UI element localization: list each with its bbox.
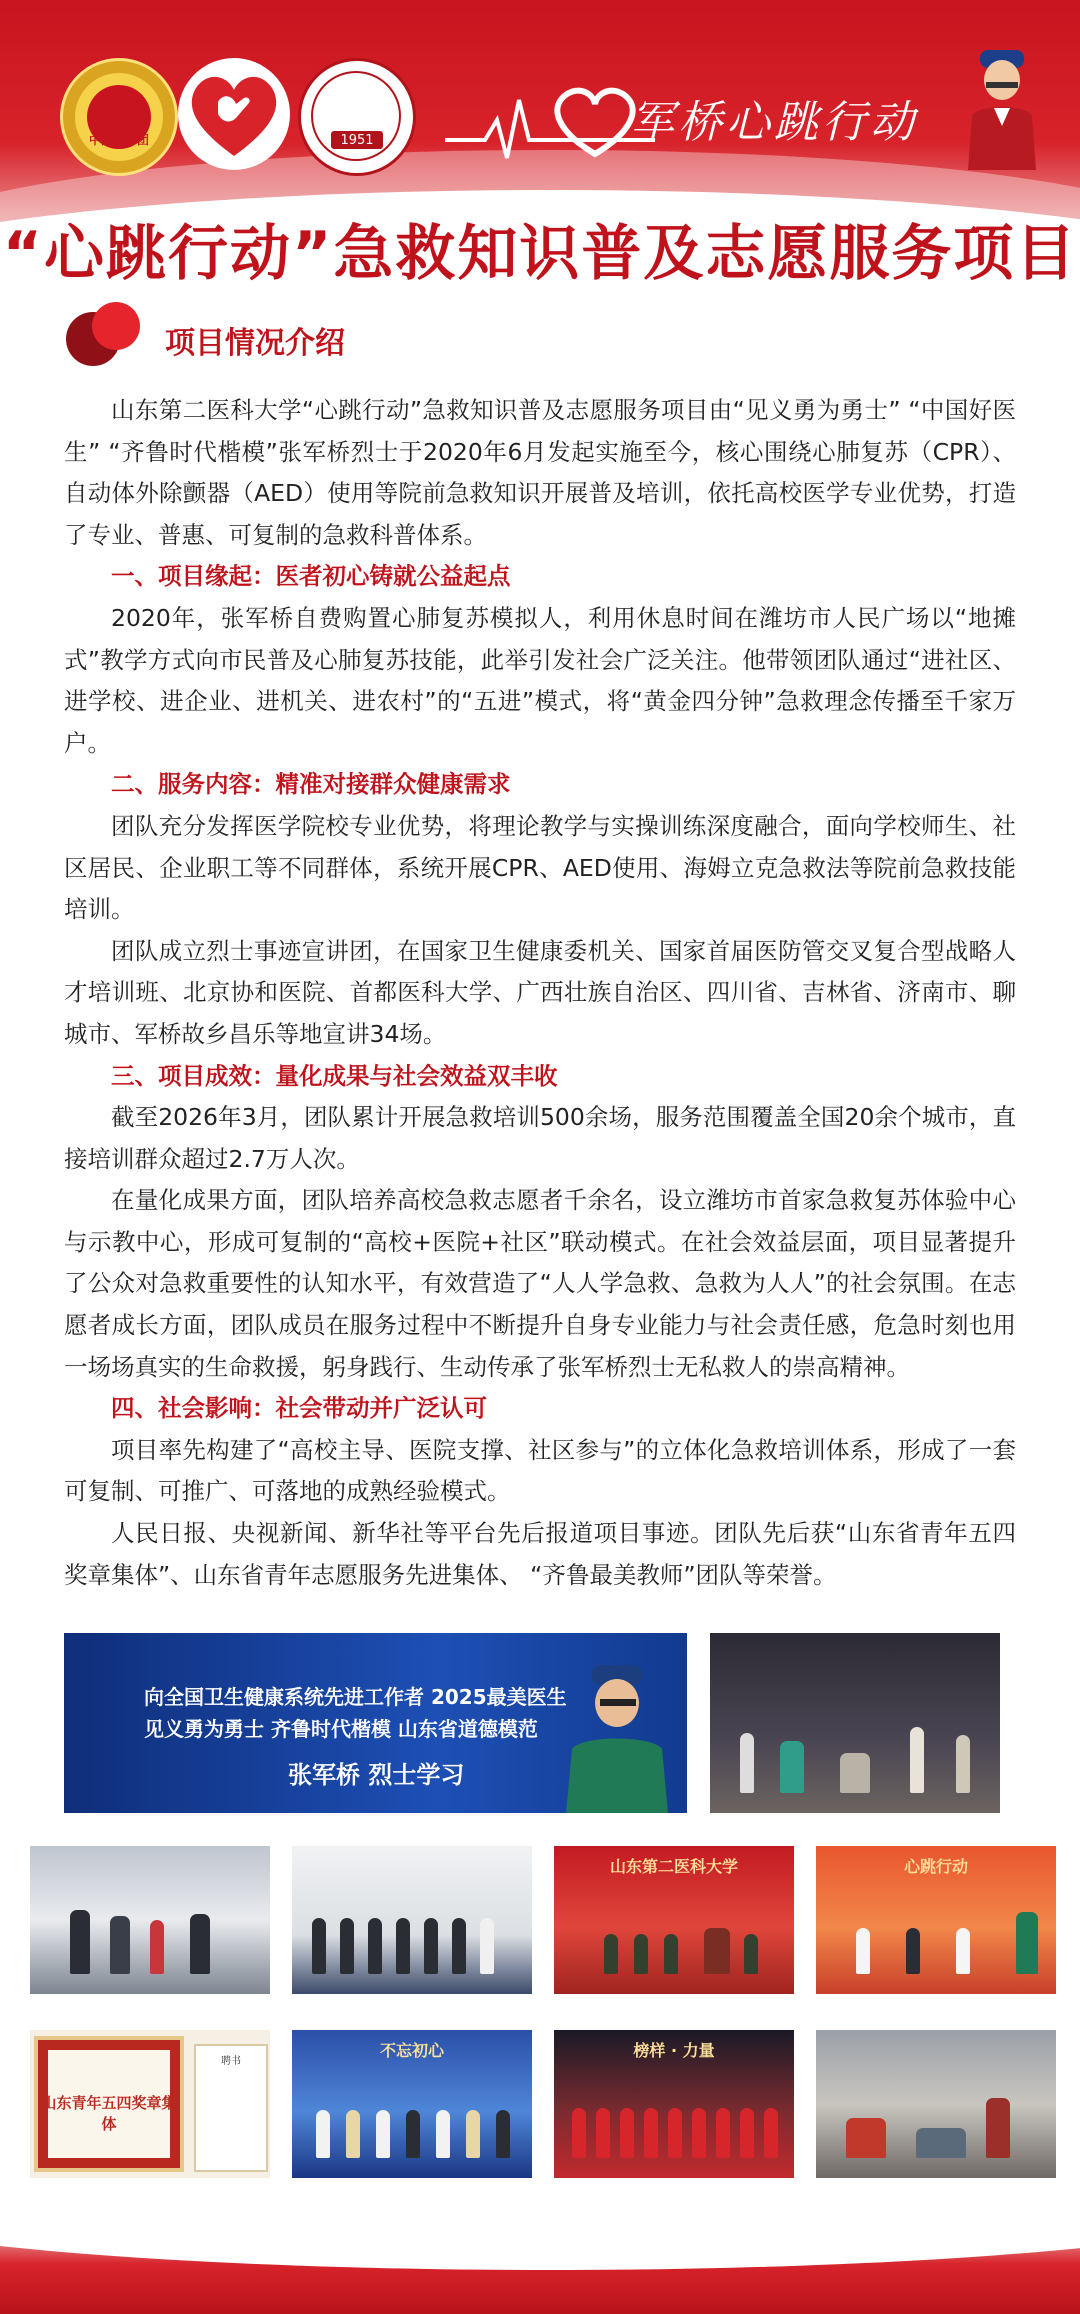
university-logo-year: 1951 (340, 133, 374, 148)
university-logo (298, 58, 416, 176)
stage-banner-text: 山东第二医科大学 (609, 1857, 738, 1876)
award-handshake-photo (30, 1846, 270, 1994)
intro-paragraph: 山东第二医科大学“心跳行动”急救知识普及志愿服务项目由“见义勇为勇士” “中国好医生” “齐鲁时代楷模”张军桥烈士于2020年6月发起实施至今，核心围绕心肺复苏（CPR）、自动体外除颤器（AED）使用等院前急救知识开展普及培训，依托高校医学专业优势，打造了专业、普惠、可复制的急救科普体系。 (64, 396, 1016, 549)
heartbeat-stage-photo (816, 1846, 1056, 1994)
page-title: “心跳行动”急救知识普及志愿服务项目 (2, 219, 1078, 289)
subheading-impact: 四、社会影响：社会带动并广泛认可 (111, 1394, 487, 1423)
certificate-title: 山东青年五四奖章集体 (41, 2094, 177, 2133)
night-cpr-training-photo (710, 1633, 1000, 1813)
certificate-paper-title: 聘书 (221, 2056, 241, 2067)
doctor-figure-icon (562, 1659, 672, 1813)
volunteer-heart-logo (178, 58, 290, 170)
footer-background (0, 2190, 1080, 2314)
section-title: 项目情况介绍 (165, 326, 345, 361)
impact-paragraph: 项目率先构建了“高校主导、医院支撑、社区参与”的立体化急救培训体系，形成了一套可复制、可推广、可落地的成熟经验模式。 (64, 1435, 1016, 1506)
stage-banner-text: 心跳行动 (903, 1857, 968, 1876)
youth-league-logo-text: 中国共青团 (88, 133, 149, 147)
subheading-service: 二、服务内容：精准对接群众健康需求 (111, 770, 511, 799)
benefits-paragraph: 在量化成果方面，团队培养高校急救志愿者千余名，设立潍坊市首家急救复苏体验中心与示教中心，形成可复制的“高校+医院+社区”联动模式。在社会效益层面，项目显著提升了公众对急救重要性的认知水平，有效营造了“人人学急救、急救为人人”的社会氛围。在志愿者成长方面，团队成员在服务过程中不断提升自身专业能力与社会责任感，危急时刻也用一场场真实的生命救援，躬身践行、生动传承了张军桥烈士无私救人的崇高精神。 (64, 1186, 1016, 1381)
stage-banner-text: 榜样 · 力量 (633, 2041, 715, 2060)
memorial-banner-photo (64, 1633, 687, 1813)
heartbeat-heart-icon (445, 70, 655, 170)
group-ceremony-photo (292, 1846, 532, 1994)
results-paragraph: 截至2026年3月，团队累计开展急救培训500余场，服务范围覆盖全国20余个城市，直接培训群众超过2.7万人次。 (64, 1103, 1016, 1173)
university-stage-photo (554, 1846, 794, 1994)
origin-paragraph: 2020年，张军桥自费购置心肺复苏模拟人，利用休息时间在潍坊市人民广场以“地摊式”教学方式向市民普及心肺复苏技能，此举引发社会广泛关注。他带领团队通过“进社区、进学校、进企业、进机关、进农村”的“五进”模式，将“黄金四分钟”急救理念传播至千家万户。 (64, 603, 1016, 757)
banner-line-1: 向全国卫生健康系统先进工作者 2025最美医生 (144, 1685, 567, 1709)
award-stage-photo (292, 2030, 532, 2178)
subheading-origin: 一、项目缘起：医者初心铸就公益起点 (111, 562, 511, 591)
slogan: 军桥心跳行动 (630, 97, 918, 148)
subheading-results: 三、项目成效：量化成果与社会效益双丰收 (111, 1061, 558, 1090)
banner-line-2: 见义勇为勇士 齐鲁时代楷模 山东省道德模范 (144, 1717, 538, 1741)
banner-line-3: 张军桥 烈士学习 (288, 1761, 465, 1789)
section-dot-icon (92, 302, 140, 350)
doctor-portrait-icon (962, 46, 1042, 170)
lecture-paragraph: 团队成立烈士事迹宣讲团，在国家卫生健康委机关、国家首届医防管交叉复合型战略人才培训班、北京协和医院、首都医科大学、广西壮族自治区、四川省、吉林省、济南市、聊城市、军桥故乡昌乐等地宣讲34场。 (64, 936, 1016, 1048)
article-body (64, 390, 1016, 1596)
youth-league-logo (60, 58, 178, 176)
honors-paragraph: 人民日报、央视新闻、新华社等平台先后报道项目事迹。团队先后获“山东省青年五四奖章集体”、山东省青年志愿服务先进集体、 “齐鲁最美教师”团队等荣誉。 (64, 1519, 1016, 1589)
street-rescue-photo (816, 2030, 1056, 2178)
service-paragraph: 团队充分发挥医学院校专业优势，将理论教学与实操训练深度融合，面向学校师生、社区居民、企业职工等不同群体，系统开展CPR、AED使用、海姆立克急救法等院前急救技能培训。 (64, 811, 1016, 924)
honor-certificate-photo (30, 2030, 270, 2178)
stage-banner-text: 不忘初心 (379, 2041, 444, 2060)
volunteer-team-photo (554, 2030, 794, 2178)
